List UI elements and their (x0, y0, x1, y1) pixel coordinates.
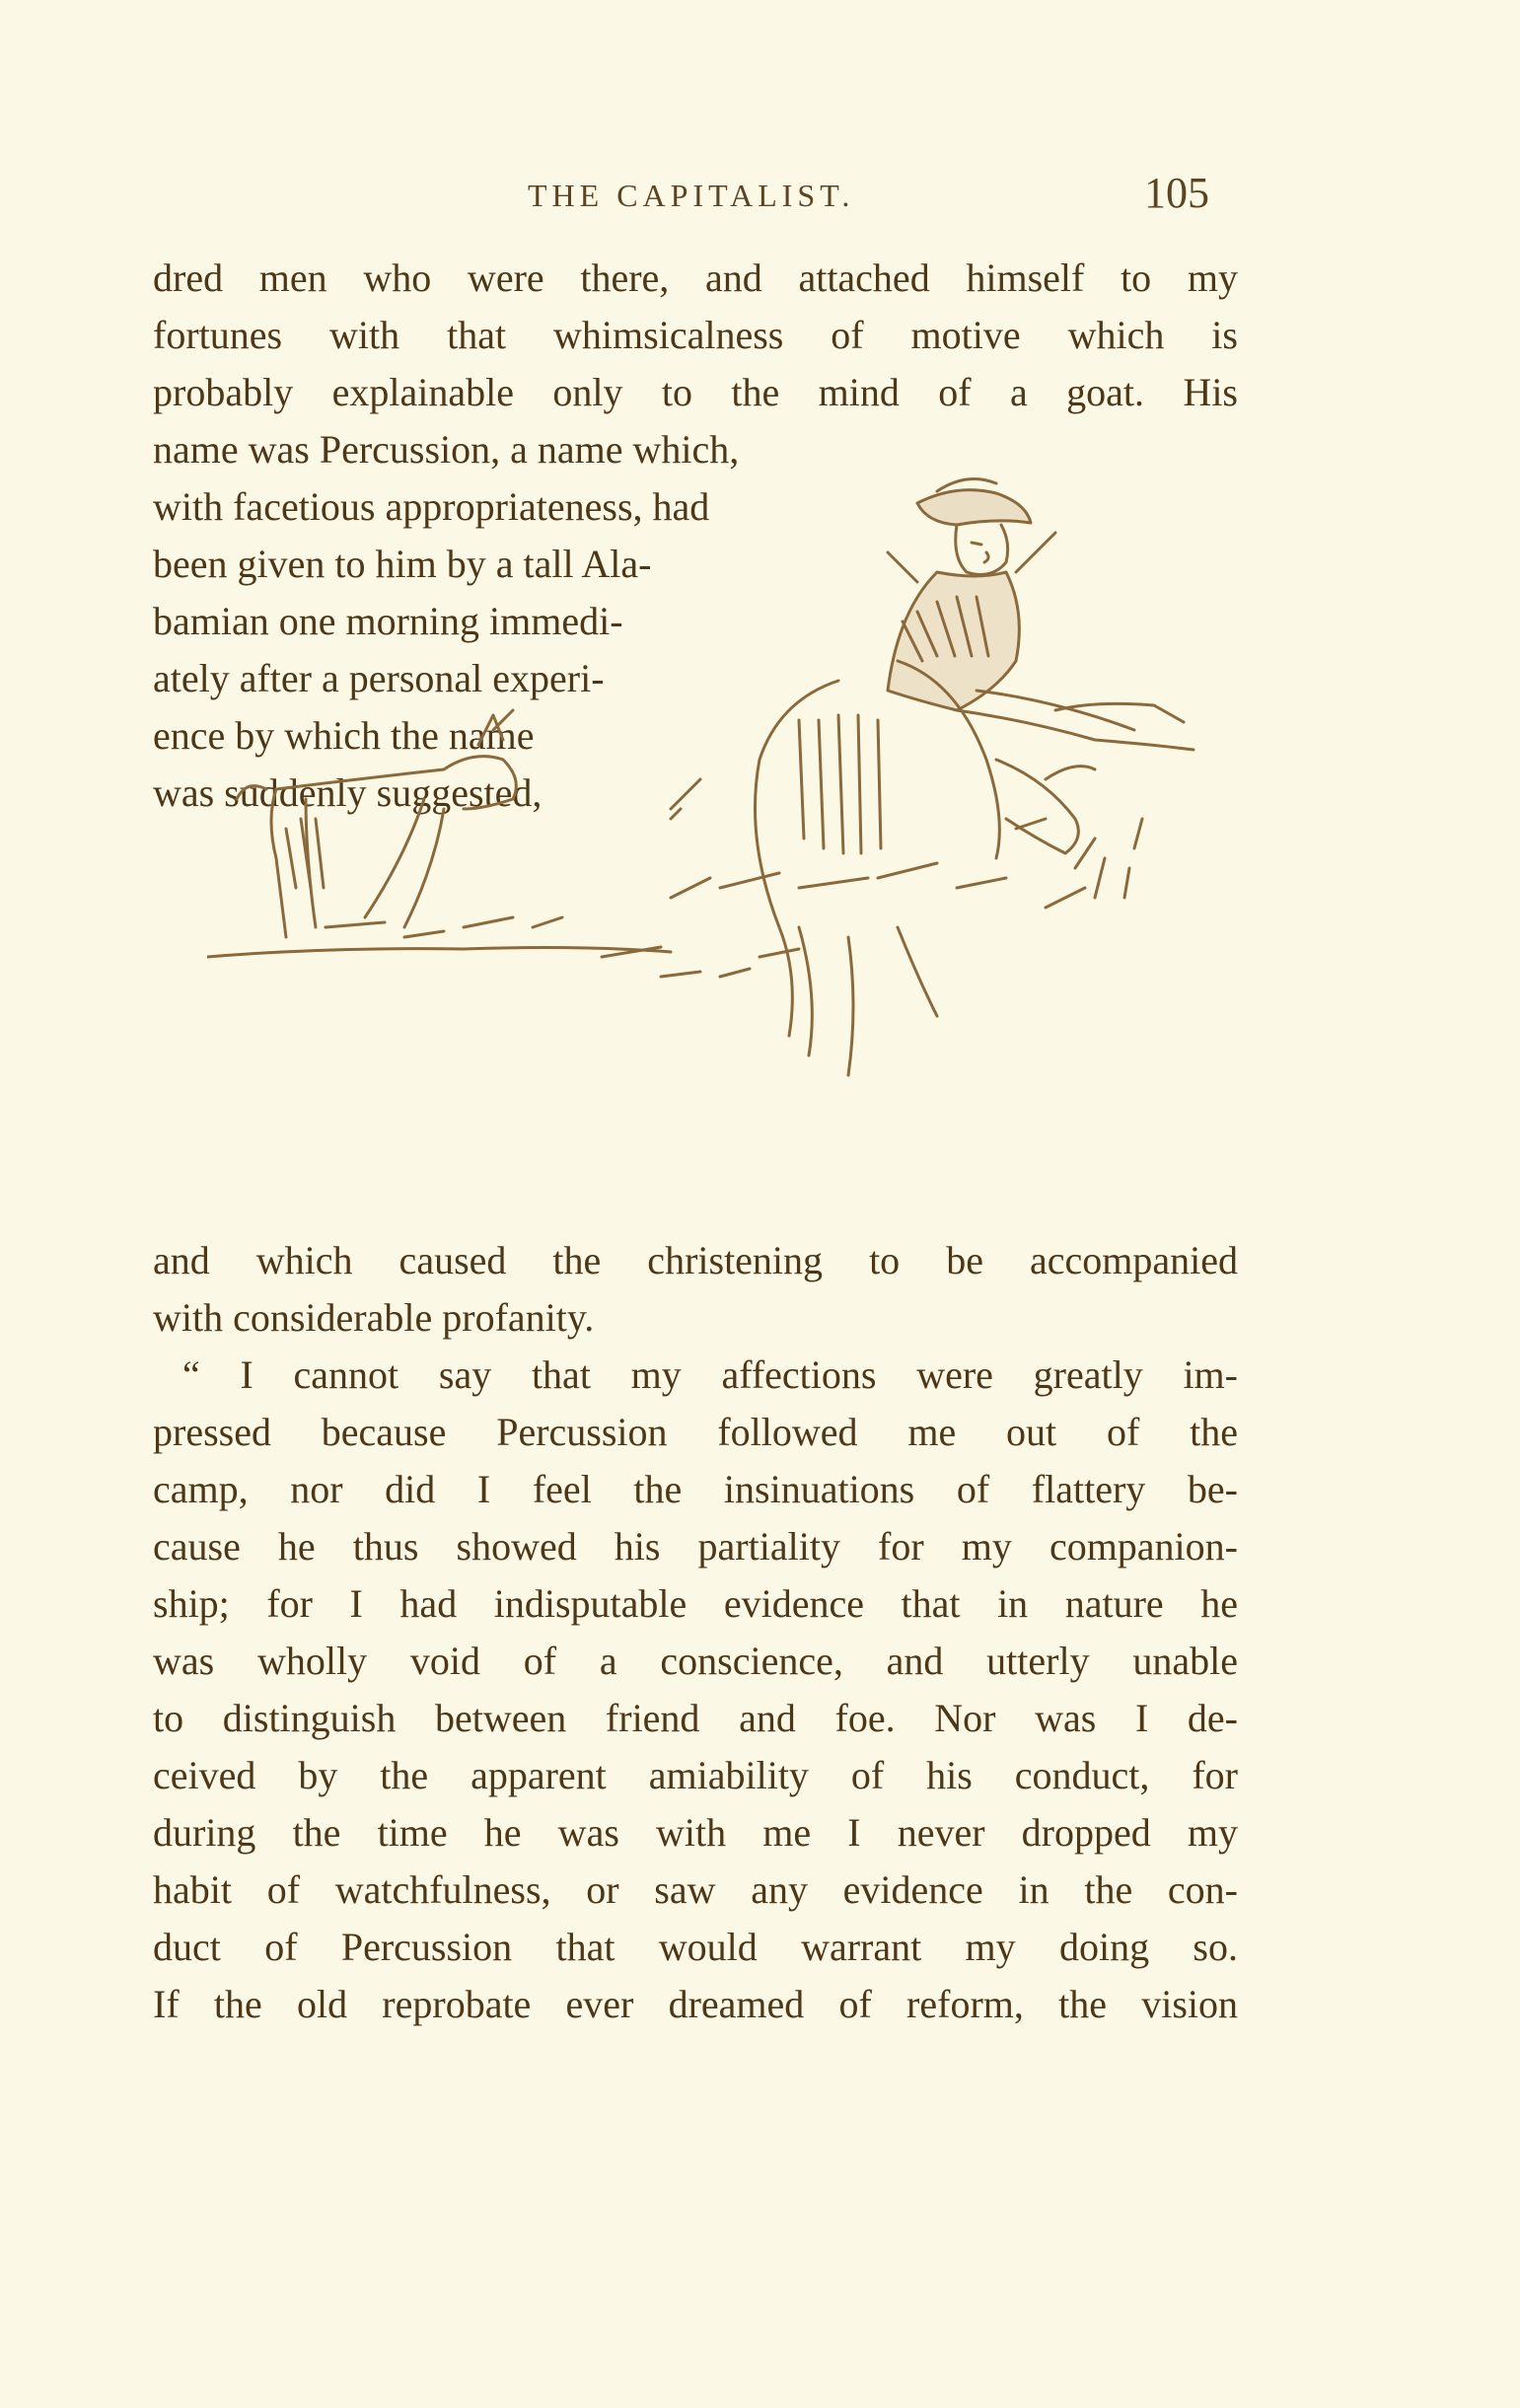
text-line: with facetious appropriateness, had (153, 484, 710, 529)
text-line: during the time he was with me I never dropped my (153, 1810, 1238, 1855)
text-line: to distinguish between friend and foe. Nor was I de- (153, 1696, 1238, 1740)
text-line: ceived by the apparent amiability of his conduct, for (153, 1753, 1238, 1797)
goat-butting-man-sketch-icon (207, 464, 1213, 1174)
text-line: If the old reprobate ever dreamed of reform, the vision (153, 1982, 1238, 2026)
text-line: ence by which the name (153, 713, 535, 758)
text-line: “ I cannot say that my affections were greatly im- (182, 1352, 1238, 1397)
text-line: ship; for I had indisputable evidence that in nature he (153, 1581, 1238, 1626)
text-line: with considerable profanity. (153, 1295, 595, 1340)
text-line: probably explainable only to the mind of a goat. His (153, 370, 1238, 414)
text-line: dred men who were there, and attached himself to my (153, 255, 1238, 300)
text-line: cause he thus showed his partiality for my companion- (153, 1524, 1238, 1569)
text-line: name was Percussion, a name which, (153, 427, 740, 472)
page-number: 105 (1144, 169, 1209, 217)
text-line: bamian one morning immedi- (153, 599, 623, 643)
text-line: habit of watchfulness, or saw any evidence in the con- (153, 1867, 1238, 1912)
text-line: was suddenly suggested, (153, 770, 543, 815)
running-title: THE CAPITALIST. (528, 178, 855, 213)
text-line: and which caused the christening to be accompanied (153, 1238, 1238, 1282)
text-line: camp, nor did I feel the insinuations of flattery be- (153, 1467, 1238, 1511)
text-line: duct of Percussion that would warrant my doing so. (153, 1925, 1238, 1969)
text-line: was wholly void of a conscience, and utterly unable (153, 1639, 1238, 1683)
text-line: been given to him by a tall Ala- (153, 542, 652, 586)
text-line: ately after a personal experi- (153, 656, 605, 700)
text-line: pressed because Percussion followed me out of the (153, 1410, 1238, 1454)
text-line: fortunes with that whimsicalness of motive which is (153, 313, 1238, 357)
